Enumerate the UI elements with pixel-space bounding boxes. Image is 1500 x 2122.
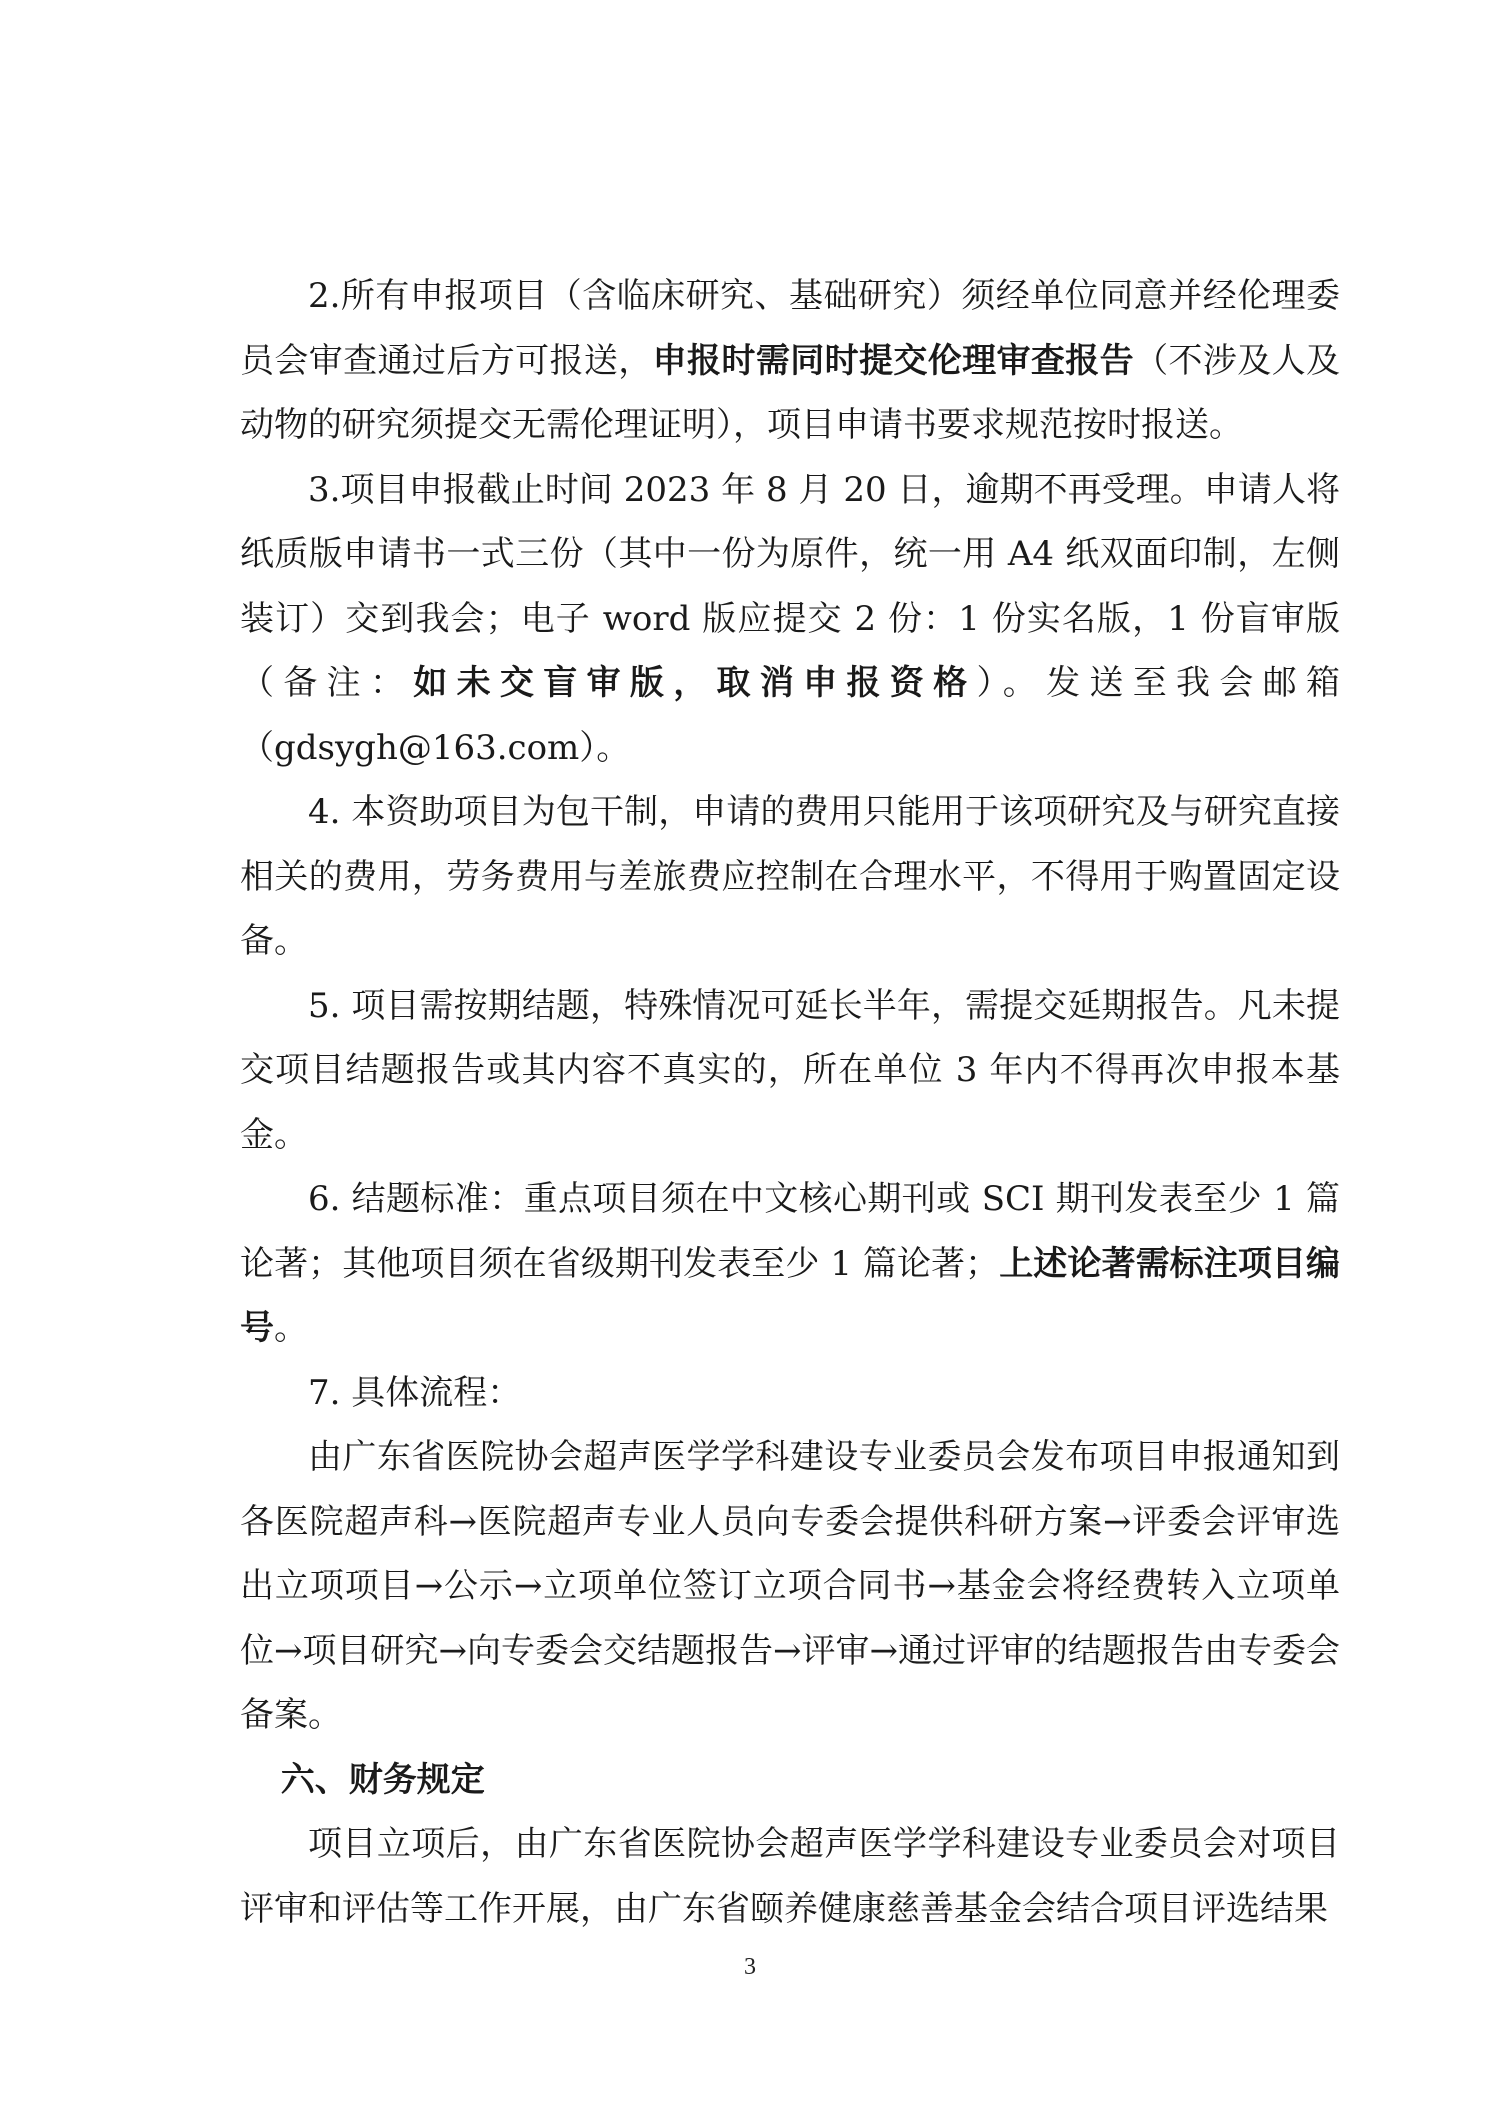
item-6-paragraph bbox=[240, 1167, 1340, 1361]
item-4-text: 本资助项目为包干制，申请的费用只能用于该项研究及与研究直接相关的费用，劳务费用与差旅费应控制在合理水平，不得用于购置固定设备。 bbox=[240, 792, 1340, 961]
item-2-number: 2. bbox=[308, 276, 341, 316]
item-3-bold-text: 如未交盲审版，取消申报资格 bbox=[413, 663, 977, 703]
item-7-text: 具体流程： bbox=[351, 1372, 522, 1413]
item-2-text: 所有申报项目（含临床研究、基础研究）须经单位同意并经伦理委员会审查通过后方可报送， bbox=[240, 276, 1340, 381]
item-7-paragraph bbox=[240, 1361, 1340, 1426]
item-5-text: 项目需按期结题，特殊情况可延长半年，需提交延期报告。凡未提交项目结题报告或其内容不真实的，所在单位 3 年内不得再次申报本基金。 bbox=[240, 985, 1340, 1155]
section-6-heading: 六、财务规定 bbox=[280, 1759, 485, 1800]
item-3-paragraph bbox=[240, 458, 1340, 781]
item-6-number: 6. bbox=[308, 1179, 341, 1219]
item-6-text: 结题标准：重点项目须在中文核心期刊或 SCI 期刊发表至少 1 篇论著；其他项目须在省级期刊发表至少 1 篇论著； bbox=[240, 1179, 1340, 1284]
document-body bbox=[240, 264, 1340, 1941]
item-4-paragraph bbox=[240, 780, 1340, 974]
item-3-text-tail: ）。发送至我会邮箱（gdsygh@163.com）。 bbox=[240, 663, 1341, 768]
section-6-paragraph: 项目立项后，由广东省医院协会超声医学学科建设专业委员会对项目评审和评估等工作开展，由广东省颐养健康慈善基金会结合项目评选结果 bbox=[240, 1824, 1340, 1929]
item-3-number: 3. bbox=[308, 469, 341, 510]
item-5-paragraph bbox=[240, 974, 1340, 1168]
item-5-number: 5. bbox=[308, 985, 341, 1026]
item-6-bold-text: 上述论著需标注项目编号 bbox=[240, 1243, 1340, 1348]
item-4-number: 4. bbox=[308, 792, 341, 832]
item-2-bold-text: 申报时需同时提交伦理审查报告 bbox=[652, 340, 1135, 381]
process-paragraph: 由广东省医院协会超声医学学科建设专业委员会发布项目申报通知到各医院超声科→医院超声专业人员向专委会提供科研方案→评委会评审选出立项项目→公示→立项单位签订立项合同书→基金会将经费转入立项单位→项目研究→向专委会交结题报告→评审→通过评审的结题报告由专委会备案。 bbox=[240, 1437, 1340, 1735]
item-2-paragraph bbox=[240, 264, 1340, 458]
item-6-text-tail: 。 bbox=[274, 1308, 308, 1348]
item-3-text: 项目申报截止时间 2023 年 8 月 20 日，逾期不再受理。申请人将纸质版申请书一式三份（其中一份为原件，统一用 A4 纸双面印制，左侧装订）交到我会；电子 word 版应提交 2 份：1 份实名版，1 份盲审版（备注： bbox=[240, 469, 1340, 703]
item-2-text-tail: （不涉及人及动物的研究须提交无需伦理证明），项目申请书要求规范按时报送。 bbox=[240, 340, 1341, 445]
item-7-number: 7. bbox=[308, 1372, 341, 1413]
page-number: 3 bbox=[744, 1954, 756, 1980]
